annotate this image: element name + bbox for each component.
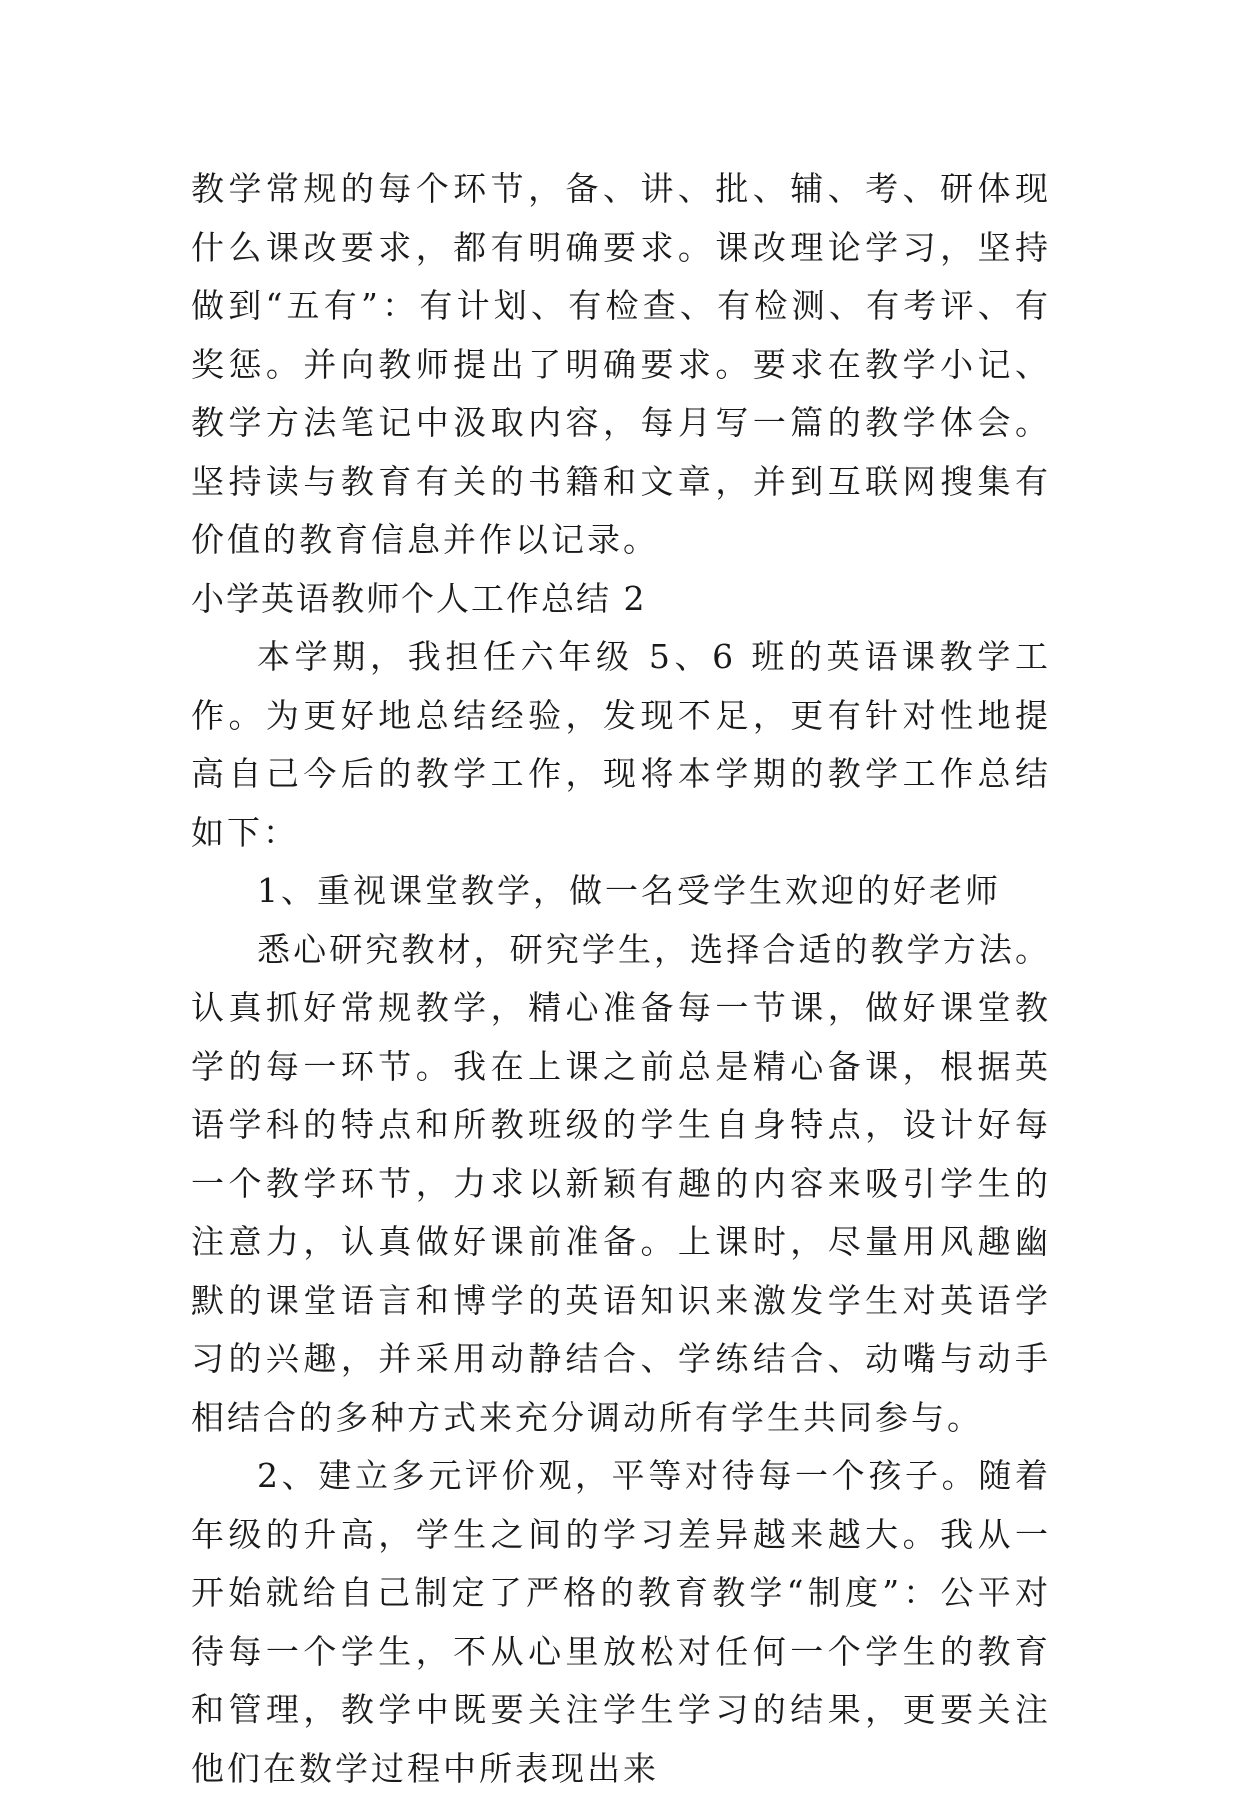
- paragraph-continuation: 教学常规的每个环节，备、讲、批、辅、考、研体现什么课改要求，都有明确要求。课改理论学习，坚持做到“五有”：有计划、有检查、有检测、有考评、有奖惩。并向教师提出了明确要求。要求在教学小记、教学方法笔记中汲取内容，每月写一篇的教学体会。坚持读与教育有关的书籍和文章，并到互联网搜集有价值的教育信息并作以记录。: [191, 169, 1051, 559]
- section-heading: 小学英语教师个人工作总结 2: [191, 578, 647, 618]
- paragraph-intro: 本学期，我担任六年级 5、6 班的英语课教学工作。为更好地总结经验，发现不足，更有针对性地提高自己今后的教学工作，现将本学期的教学工作总结如下：: [191, 637, 1051, 852]
- document-body: [191, 160, 1051, 1798]
- paragraph-point-1-body: 悉心研究教材，研究学生，选择合适的教学方法。认真抓好常规教学，精心准备每一节课，做好课堂教学的每一环节。我在上课之前总是精心备课，根据英语学科的特点和所教班级的学生自身特点，设计好每一个教学环节，力求以新颖有趣的内容来吸引学生的注意力，认真做好课前准备。上课时，尽量用风趣幽默的课堂语言和博学的英语知识来激发学生对英语学习的兴趣，并采用动静结合、学练结合、动嘴与动手相结合的多种方式来充分调动所有学生共同参与。: [191, 929, 1051, 1437]
- paragraph-point-2: 2、建立多元评价观，平等对待每一个孩子。随着年级的升高，学生之间的学习差异越来越大。我从一开始就给自己制定了严格的教育教学“制度”：公平对待每一个学生，不从心里放松对任何一个学生的教育和管理，教学中既要关注学生学习的结果，更要关注他们在数学过程中所表现出来: [191, 1456, 1051, 1788]
- paragraph-point-1-title: 1、重视课堂教学，做一名受学生欢迎的好老师: [257, 871, 1001, 910]
